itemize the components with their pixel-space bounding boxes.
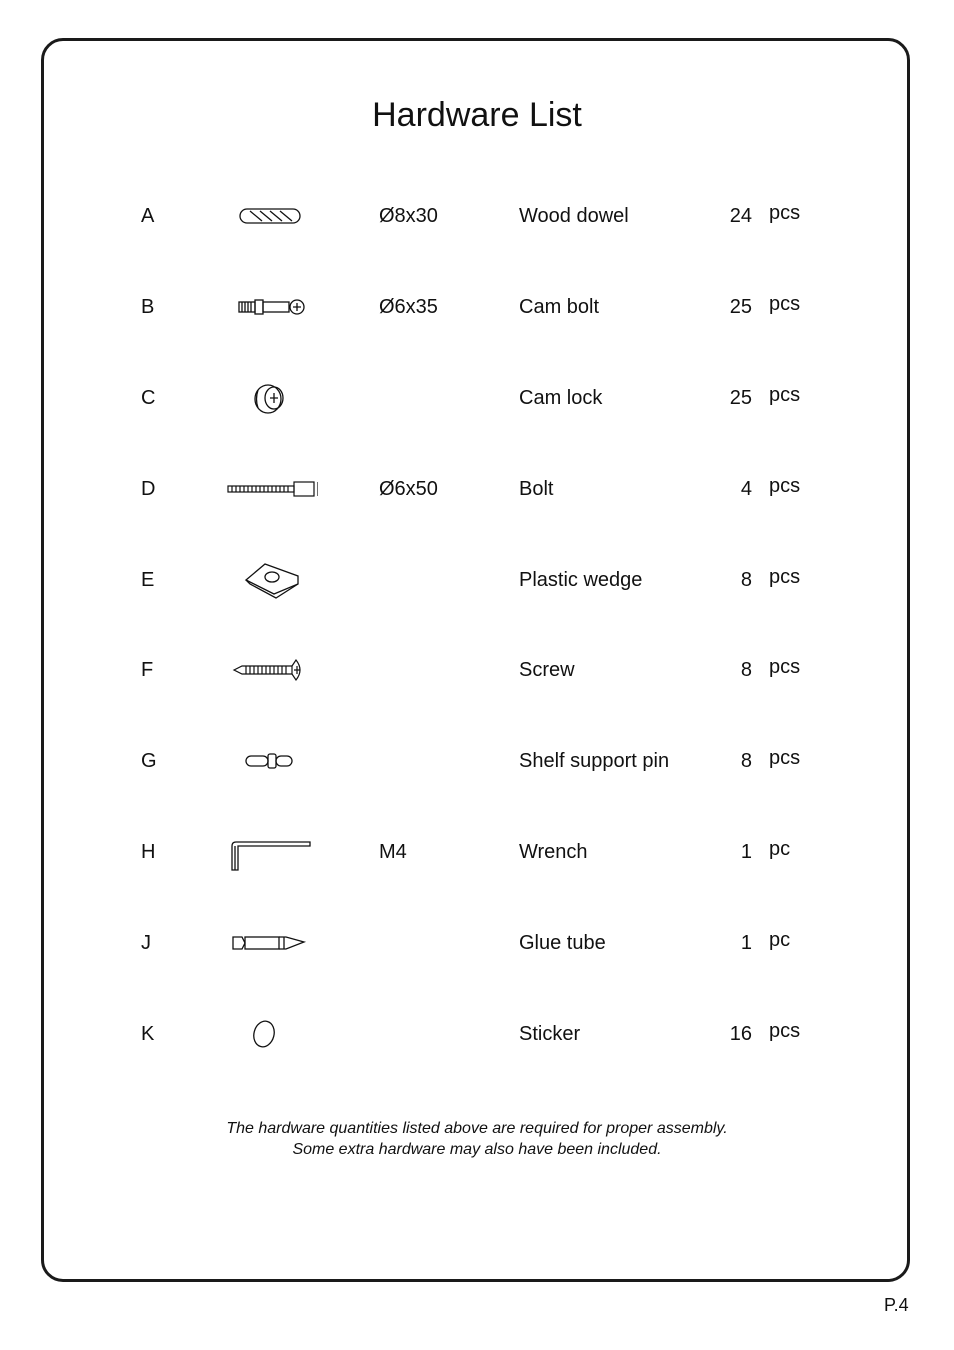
item-letter: K <box>141 1023 155 1045</box>
note-line-1: The hardware quantities listed above are required for proper assembly. <box>226 1120 728 1137</box>
item-quantity: 25 <box>729 387 752 409</box>
item-description: Wood dowel <box>519 205 629 227</box>
item-description: Shelf support pin <box>519 750 670 772</box>
hardware-note <box>0 1118 954 1160</box>
sticker-icon <box>222 1014 318 1054</box>
item-size: Ø6x35 <box>379 296 438 318</box>
shelf-support-pin-icon <box>222 741 318 781</box>
item-unit: pc <box>769 929 791 951</box>
cam-lock-icon <box>222 378 318 418</box>
cam-bolt-icon <box>222 287 318 327</box>
wrench-icon <box>222 832 318 872</box>
item-unit: pcs <box>769 747 801 769</box>
glue-tube-icon <box>222 923 318 963</box>
hardware-row <box>0 469 954 509</box>
item-letter: D <box>141 478 156 500</box>
item-size: Ø8x30 <box>379 205 438 227</box>
item-quantity: 1 <box>740 932 752 954</box>
note-line-2: Some extra hardware may also have been included. <box>292 1141 662 1158</box>
item-size: Ø6x50 <box>379 478 438 500</box>
item-unit: pcs <box>769 202 801 224</box>
item-letter: C <box>141 387 156 409</box>
bolt-icon <box>222 469 318 509</box>
item-quantity: 25 <box>729 296 752 318</box>
page-number: P.4 <box>884 1295 909 1315</box>
item-description: Glue tube <box>519 932 606 954</box>
item-letter: A <box>141 205 155 227</box>
item-quantity: 8 <box>740 659 752 681</box>
item-quantity: 8 <box>740 750 752 772</box>
item-unit: pcs <box>769 293 801 315</box>
wood-dowel-icon <box>222 196 318 236</box>
item-letter: F <box>141 659 154 681</box>
item-letter: J <box>141 932 151 954</box>
hardware-row <box>0 1014 954 1054</box>
item-quantity: 16 <box>729 1023 752 1045</box>
item-description: Sticker <box>519 1023 581 1045</box>
item-unit: pcs <box>769 384 801 406</box>
hardware-row <box>0 832 954 872</box>
item-letter: G <box>141 750 157 772</box>
hardware-row <box>0 287 954 327</box>
hardware-row <box>0 378 954 418</box>
screw-icon <box>222 650 318 690</box>
item-description: Cam bolt <box>519 296 600 318</box>
page-title: Hardware List <box>372 96 582 134</box>
plastic-wedge-icon <box>222 560 318 600</box>
item-description: Bolt <box>519 478 554 500</box>
item-quantity: 24 <box>729 205 752 227</box>
item-quantity: 1 <box>740 841 752 863</box>
item-description: Plastic wedge <box>519 569 643 591</box>
item-unit: pc <box>769 838 791 860</box>
item-letter: B <box>141 296 155 318</box>
hardware-row <box>0 196 954 236</box>
item-description: Screw <box>519 659 575 681</box>
hardware-row <box>0 923 954 963</box>
item-letter: H <box>141 841 156 863</box>
item-quantity: 4 <box>740 478 752 500</box>
item-size: M4 <box>379 841 407 863</box>
item-unit: pcs <box>769 475 801 497</box>
hardware-row <box>0 741 954 781</box>
hardware-row <box>0 560 954 600</box>
item-description: Wrench <box>519 841 588 863</box>
item-letter: E <box>141 569 155 591</box>
item-unit: pcs <box>769 1020 801 1042</box>
hardware-row <box>0 650 954 690</box>
item-unit: pcs <box>769 566 801 588</box>
item-description: Cam lock <box>519 387 603 409</box>
item-unit: pcs <box>769 656 801 678</box>
item-quantity: 8 <box>740 569 752 591</box>
